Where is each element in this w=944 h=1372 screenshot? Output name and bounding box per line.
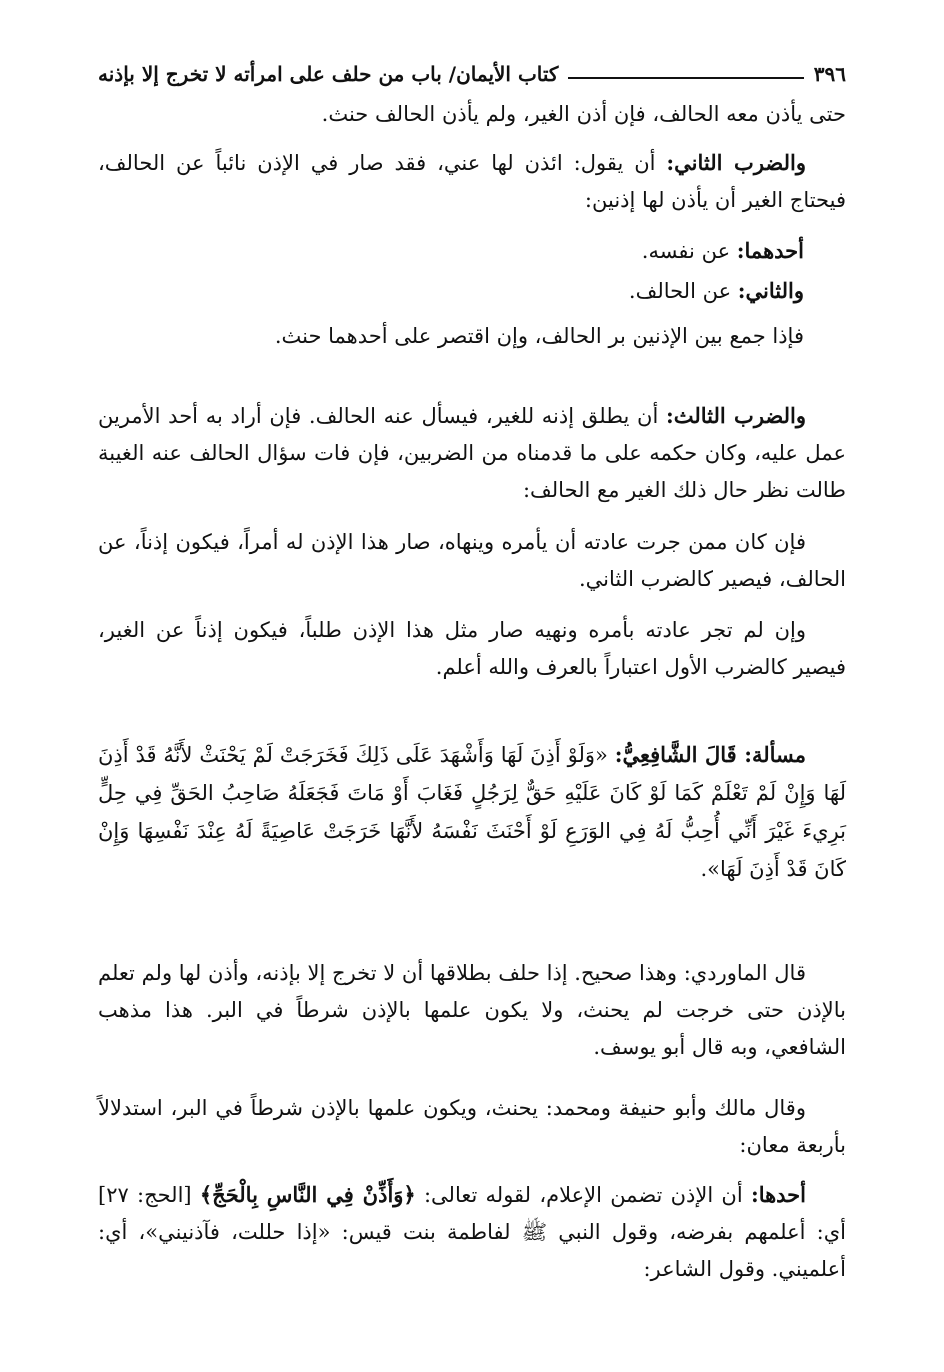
sub-item-second <box>98 272 804 310</box>
paragraph-lead: والثاني: <box>737 278 804 303</box>
paragraph-body: عن الحالف. <box>628 279 738 303</box>
paragraph-text: فإذا جمع بين الإذنين بر الحالف، وإن اقتصر على أحدهما حنث. <box>274 324 804 348</box>
paragraph-body: أن يطلق إذنه للغير، فيسأل عنه الحالف. فإن أراد به أحد الأمرين عمل عليه، وكان حكمه على ما قدمناه من الضربين، فإن فات سؤال الحالف عنه الغيبة طالت نظر حال ذلك الغير مع الحالف: <box>98 404 846 502</box>
running-title: كتاب الأيمان/ باب من حلف على امرأته لا تخرج إلا بإذنه <box>98 62 559 86</box>
paragraph-text: وقال مالك وأبو حنيفة ومحمد: يحنث، ويكون علمها بالإذن شرطاً في البر، استدلالاً بأربعة معان: <box>98 1096 846 1157</box>
paragraph-malik <box>98 1090 846 1164</box>
page-header <box>98 62 846 86</box>
paragraph-lead: والضرب الثاني: <box>666 150 806 175</box>
masala-shafii-quote <box>98 736 846 888</box>
paragraph-text: حتى يأذن معه الحالف، فإن أذن الغير، ولم يأذن الحالف حنث. <box>321 102 846 126</box>
paragraph-second-type <box>98 144 846 219</box>
page-number: ٣٩٦ <box>813 62 846 86</box>
paragraph-text: قال الماوردي: وهذا صحيح. إذا حلف بطلاقها أن لا تخرج إلا بإذنه، وأذن لها ولم تعلم بالإذن حتى خرجت لم يحنث، ولا يكون علمها بالإذن شرطاً في البر. هذا مذهب الشافعي، وبه قال أبو يوسف. <box>98 961 846 1059</box>
paragraph-text: فإن كان ممن جرت عادته أن يأمره وينهاه، صار هذا الإذن له أمراً، فيكون إذناً، عن الحالف، فيصير كالضرب الثاني. <box>98 530 846 591</box>
paragraph-text <box>98 144 846 219</box>
paragraph-lead: أحدهما: <box>736 238 804 263</box>
quran-verse: ﴿وَأَذِّنْ فِي النَّاسِ بِالْحَجِّ﴾ <box>199 1182 416 1207</box>
paragraph-body: [الحج: ٢٧] أي: أعلمهم بفرضه، وقول النبي ﷺ لفاطمة بنت قيس: «إذا حللت، فآذنيني»، أي: أعلميني. وقول الشاعر: <box>98 1183 846 1281</box>
paragraph-body: أن الإذن تضمن الإعلام، لقوله تعالى: <box>415 1183 751 1207</box>
paragraph-mawardi <box>98 955 846 1066</box>
sub-item-conclusion <box>98 318 804 355</box>
paragraph-body: «وَلَوْ أَذِنَ لَهَا وَأَشْهَدَ عَلَى ذَلِكَ فَخَرَجَتْ لَمْ يَحْنَثْ لأَنَّهُ قَدْ أَذِنَ لَهَا وَإِنْ لَمْ تَعْلَمْ كَمَا لَوْ كَانَ عَلَيْهِ حَقٌّ لِرَجُلٍ فَغَابَ أَوْ مَاتَ فَجَعَلَهُ صَاحِبُ الحَقِّ فِي حِلٍّ بَرِيءَ غَيْرَ أَنِّي أُحِبُّ لَهُ فِي الوَرَعِ لَوْ أَحْنَثَ نَفْسَهُ لأَنَّهَا خَرَجَتْ عَاصِيَةً لَهُ عِنْدَ نَفْسِهَا وَإِنْ كَانَ قَدْ أَذِنَ لَهَا». <box>98 743 846 881</box>
paragraph-text <box>98 397 846 509</box>
sub-item-first <box>98 232 804 270</box>
header-rule <box>568 77 803 79</box>
paragraph-case-two <box>98 612 846 686</box>
paragraph-text <box>98 1176 846 1288</box>
paragraph-body: عن نفسه. <box>641 239 737 263</box>
paragraph-text <box>98 232 804 270</box>
paragraph-lead: مسألة: قَالَ الشَّافِعِيُّ: <box>614 742 806 767</box>
paragraph-body: أن يقول: ائذن لها عني، فقد صار في الإذن نائباً عن الحالف، فيحتاج الغير أن يأذن لها إذنين: <box>98 151 846 212</box>
paragraph-lead: والضرب الثالث: <box>665 403 806 428</box>
paragraph-third-type <box>98 397 846 509</box>
paragraph-text <box>98 736 846 888</box>
paragraph-case-one <box>98 524 846 598</box>
paragraph-text <box>98 272 804 310</box>
paragraph-continuation <box>98 96 846 133</box>
paragraph-lead: أحدها: <box>750 1182 807 1207</box>
paragraph-first-meaning <box>98 1176 846 1288</box>
paragraph-text: وإن لم تجر عادته بأمره ونهيه صار مثل هذا الإذن طلباً، فيكون إذناً عن الغير، فيصير كالضرب الأول اعتباراً بالعرف والله أعلم. <box>98 618 846 679</box>
